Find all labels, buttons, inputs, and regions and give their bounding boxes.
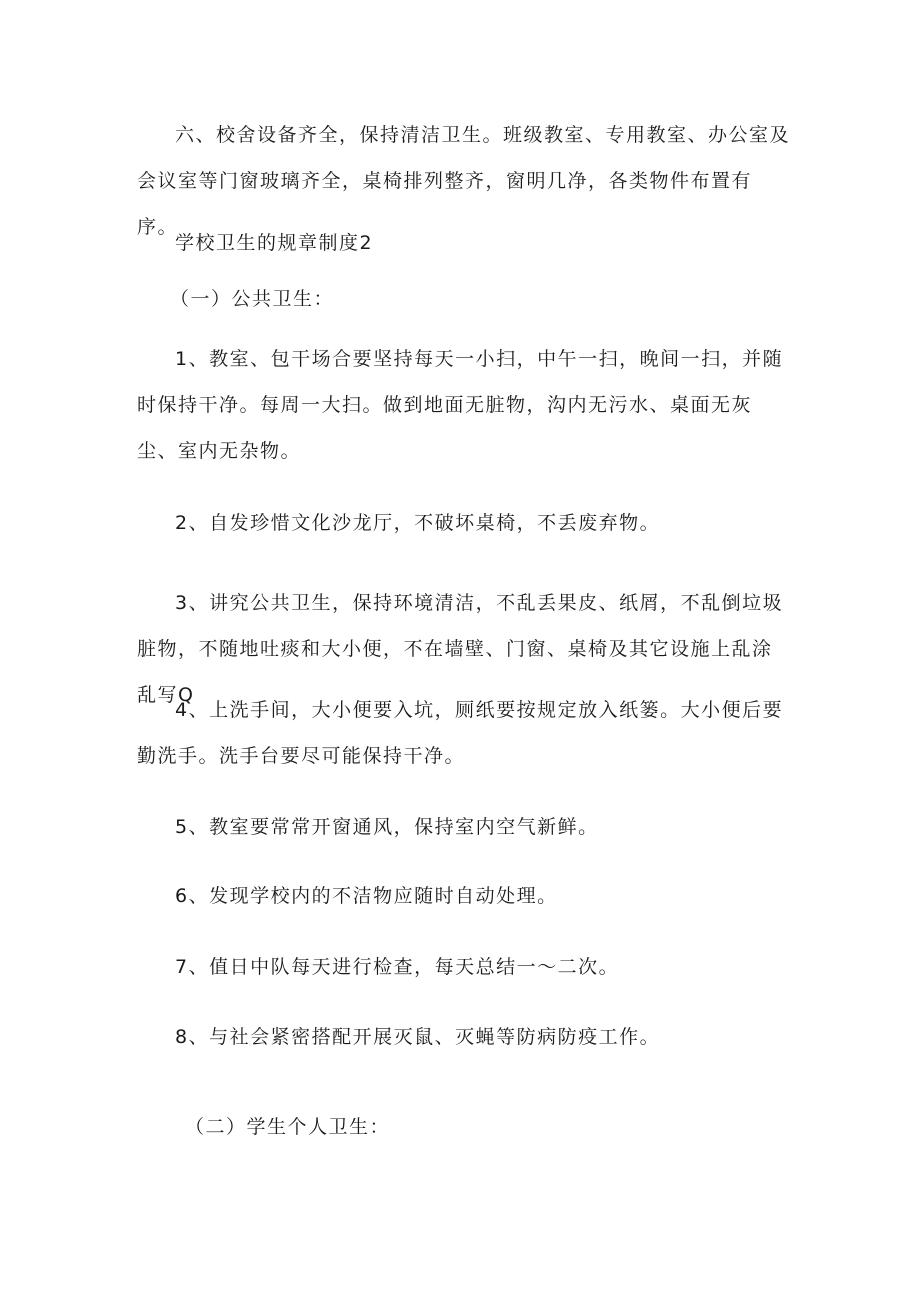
paragraph-rule-7: 7、值日中队每天进行检查，每天总结一～二次。	[175, 956, 620, 978]
subsection-title-public-hygiene: （一）公共卫生：	[170, 288, 335, 310]
paragraph-school-facilities: 六、校舍设备齐全，保持清洁卫生。班级教室、专用教室、办公室及会议室等门窗玻璃齐全，桌椅排列整齐，窗明几净，各类物件布置有序。	[137, 124, 791, 238]
paragraph-rule-4: 4、上洗手间，大小便要入坑，厕纸要按规定放入纸篓。大小便后要勤洗手。洗手台要尽可能保持干净。	[137, 699, 784, 767]
subsection-title-student-hygiene: （二）学生个人卫生：	[185, 1116, 391, 1138]
paragraph-rule-2: 2、自发珍惜文化沙龙厅，不破坏桌椅，不丢废弃物。	[175, 512, 661, 534]
paragraph-rule-3: 3、讲究公共卫生，保持环境清洁，不乱丢果皮、纸屑，不乱倒垃圾脏物，不随地吐痰和大小便，不在墙壁、门窗、桌椅及其它设施上乱涂乱写Q	[137, 592, 784, 706]
paragraph-rule-8: 8、与社会紧密搭配开展灭鼠、灭蝇等防病防疫工作。	[175, 1026, 661, 1048]
paragraph-rule-6: 6、发现学校内的不洁物应随时自动处理。	[175, 885, 558, 907]
paragraph-rule-1: 1、教室、包干场合要坚持每天一小扫，中午一扫，晚间一扫，并随时保持干净。每周一大扫。做到地面无脏物，沟内无污水、桌面无灰尘、室内无杂物。	[137, 348, 784, 462]
section-title-hygiene-rules-2: 学校卫生的规章制度2	[175, 232, 374, 254]
paragraph-rule-5: 5、教室要常常开窗通风，保持室内空气新鲜。	[175, 816, 599, 838]
